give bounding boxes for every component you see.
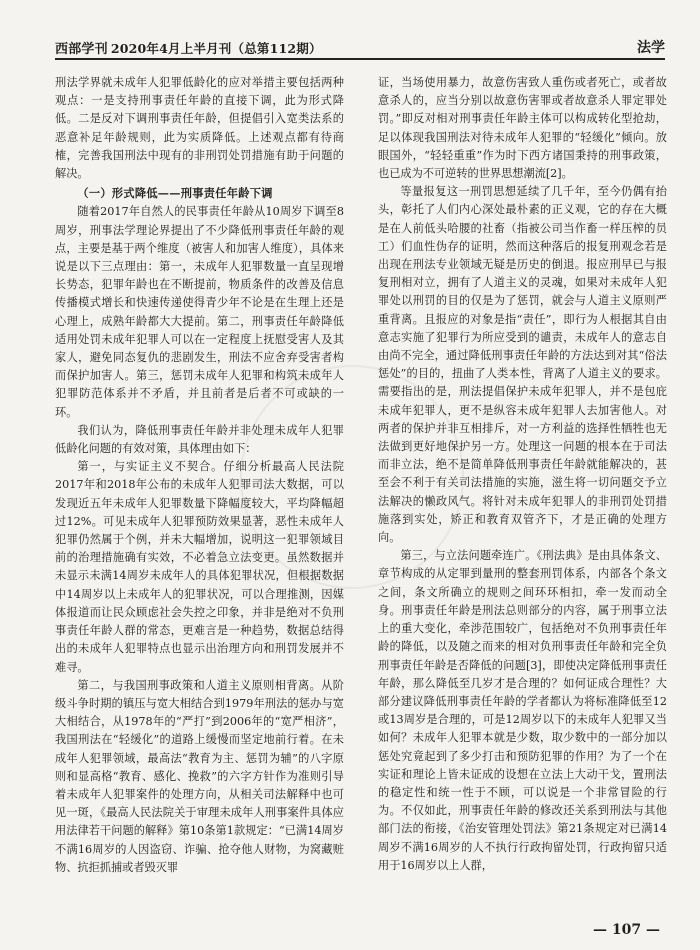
paragraph: 第三，与立法问题牵连广。《刑法典》是由具体条文、章节构成的从定罪到量刑的整套刑罚体系，内部各个条文之间，条文所确立的规则之间环环相扣，牵一发而动全身。刑事责任年龄是刑法总则部分的内容，属于刑事立法上的重大变化，牵涉范围较广，包括绝对不负刑事责任年龄的降低，以及随之而来的相对负刑事责任年龄和完全负刑事责任年龄是否降低的问题[3]，即使决定降低刑事责任年龄，那么降低至几岁才是合理的？如何证成合理性？大部分建议降低刑事责任年龄的学者都认为将标准降低至12或13周岁是合理的，可是12周岁以下的未成年人犯罪又当如何？未成年人犯罪本就是少数，取少数中的一部分加以惩处究竟起到了多少打击和预防犯罪的作用？为了一个在实证和理论上皆未证成的设想在立法上大动干戈，置刑法的稳定性和统一性于不顾，可以说是一个非常冒险的行为。不仅如此，刑事责任年龄的修改还关系到刑法与其他部门法的衔接，《治安管理处罚法》第21条规定对已满14周岁不满16周岁的人不执行行政拘留处罚，行政拘留只适用于16周岁以上人群，: [378, 549, 667, 872]
paragraph: 随着2017年自然人的民事责任年龄从10周岁下调至8周岁，刑事法学理论界提出了不少降低刑事责任年龄的观点，主要是基于两个维度（被害人和加害人维度），具体来说是以下三点理由：第一，未成年人犯罪数量一直呈现增长势态，犯罪年龄也在不断提前，物质条件的改善及信息传播模式增长和快速传递使得青少年不论是在生理上还是心理上，成熟年龄都大大提前。第二，刑事责任年龄降低适用处罚未成年犯罪人可以在一定程度上抚慰受害人及其家人，避免同态复仇的悲剧发生，刑法不应舍弃受害者构而保护加害人。第三，惩罚未成年人犯罪和构筑未成年人犯罪防范体系并不矛盾，并且前者是后者不可或缺的一环。: [55, 205, 344, 419]
section-title: 法学: [637, 40, 665, 56]
paragraph: 等量报复这一刑罚思想延续了几千年，至今仍偶有抬头，彰托了人们内心深处最朴素的正义观，它的存在大概是在人前低头哈腰的社畜（指被公司当作畜一样压榨的员工）们血性伪存的证明，然而这种落后的报复刑观念若是出现在刑法专业领域无疑是历史的倒退。报应刑早已与报复刑相对立，拥有了人道主义的灵魂，如果对未成年人犯罪处以刑罚的目的仅是为了惩罚，就会与人道主义原则严重背离。且报应的对象是指“责任”，即行为人根据其自由意志实施了犯罪行为所应受到的谴责，未成年人的意志自由尚不完全，通过降低刑事责任年龄的方法达到对其“俗法惩处”的目的，扭曲了人类本性，背离了人道主义的要求。需要指出的是，刑法提倡保护未成年犯罪人，并不是包庇未成年犯罪人，更不是纵容未成年犯罪人去加害他人。对两者的保护并非互相排斥，对一方利益的选择性牺牲也无法做到更好地保护另一方。处理这一问题的根本在于司法而非立法，绝不是简单降低刑事责任年龄就能解决的，甚至会不利于有关司法措施的实施，滋生将一切问题交予立法解决的懒政风气。将针对未成年犯罪人的非刑罚处罚措施落到实处，矫正和教育双管齐下，才是正确的处理方向。: [378, 185, 667, 545]
paragraph: 我们认为，降低刑事责任年龄并非处理未成年人犯罪低龄化问题的有效对策，具体理由如下：: [55, 423, 344, 456]
left-column: [55, 74, 344, 877]
header-divider: [55, 58, 665, 60]
page-header: [55, 34, 665, 60]
journal-issue: 2020年4月上半月刊（总第112期）: [110, 41, 322, 56]
right-column: [378, 74, 667, 875]
section-subheading: （一）形式降低——刑事责任年龄下调: [77, 186, 273, 201]
paragraph: 刑法学界就未成年人犯罪低龄化的应对举措主要包括两种观点：一是支持刑事责任年龄的直接下调，此为形式降低。二是反对下调刑事责任年龄，但提倡引入宽类法系的恶意补足年龄规则，此为实质降低。上述观点都有待商榷，完善我国刑法中现有的非刑罚处罚措施有助于问题的解决。: [55, 76, 344, 181]
paragraph: 第二，与我国刑事政策和人道主义原则相背离。从阶级斗争时期的镇压与宽大相结合到1979年刑法的惩办与宽大相结合，从1978年的“严打”到2006年的“宽严相济”，我国刑法在“轻缓化”的道路上缓慢而坚定地前行着。在未成年人犯罪领域，最高法“教育为主、惩罚为辅”的八字原则和显高格“教育、感化、挽救”的六字方针作为准则引导着未成年人犯罪案件的处理方向，从相关司法解释中也可见一斑，《最高人民法院关于审理未成年人刑事案件具体应用法律若干问题的解释》第10条第1款规定：“已满14周岁不满16周岁的人因盗窃、诈骗、抢夺他人财物，为窝藏赃物、抗拒抓捕或者毁灭罪: [55, 678, 344, 874]
journal-info: [55, 38, 322, 57]
paragraph: 证，当场使用暴力，故意伤害致人重伤或者死亡，或者故意杀人的，应当分别以故意伤害罪或者故意杀人罪定罪处罚。”即反对相对刑事责任年龄主体可以构成转化型抢劫，足以体现我国刑法对待未成年人犯罪的“轻缓化”倾向。放眼国外，“轻轻重重”作为时下西方诸国秉持的刑事政策，也已成为不可逆转的世界思想潮流[2]。: [378, 76, 667, 181]
journal-name: 西部学刊: [55, 42, 108, 57]
paragraph: 第一，与实证主义不契合。仔细分析最高人民法院2017年和2018年公布的未成年人犯罪司法大数据，可以发现近五年未成年人犯罪数量下降幅度较大，平均降幅超过12%。可见未成年人犯罪预防效果显著，恶性未成年人犯罪仍然属于个例，并未大幅增加，说明这一犯罪领域目前的治理措施确有实效，不必着急立法变更。虽然数据并未显示未满14周岁未成年人的具体犯罪状况，但根据数据中14周岁以上未成年人的犯罪状况，可以合理推测，因媒体报道而让民众顾虑社会失控之印象，并非是绝对不负刑事责任年龄人群的常态，更难言是一种趋势，数据总结得出的未成年人犯罪特点也显示出治理方向和刑罚发展并不难寻。: [55, 460, 344, 674]
page-number: — 107 —: [593, 922, 660, 938]
